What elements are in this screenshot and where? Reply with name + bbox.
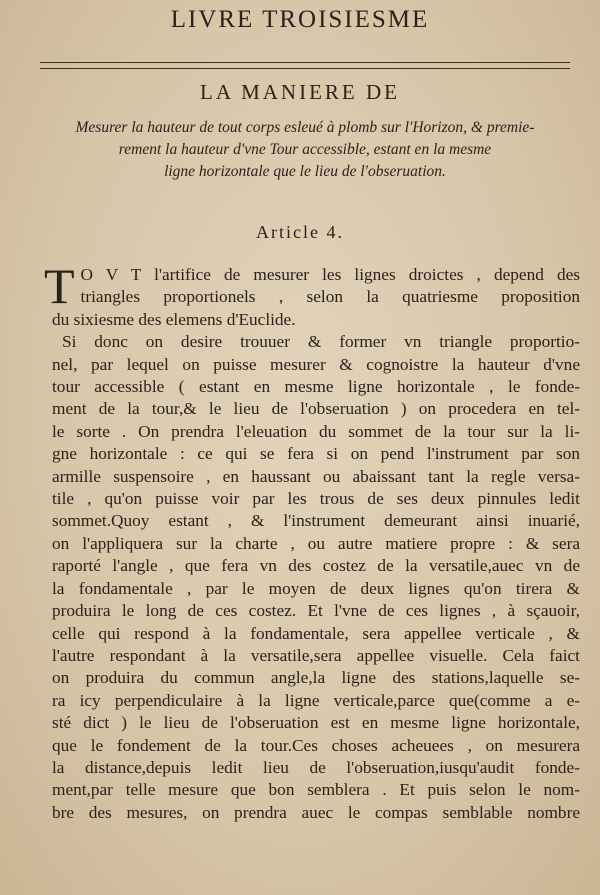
subtitle-line: rement la hauteur d'vne Tour accessible, estant en la mesme [118, 141, 492, 158]
body-line: que le fondement de la tour.Ces choses acheuees , on mesurera [52, 735, 580, 755]
body-line: bre des mesures, on prendra auec le compas semblable nombre [52, 802, 580, 822]
drop-cap: T [44, 258, 75, 314]
subtitle-line: Mesurer la hauteur de tout corps esleué à plomb sur l'Horizon, & premie- [75, 119, 535, 136]
body-line: tile , qu'on puisse voir par les trous de ses deux pinnules ledit [52, 489, 580, 509]
body-line: produira le long de ces costez. Et l'vne de ces lignes , à sçauoir, [52, 601, 580, 621]
subtitle-line: ligne horizontale que le lieu de l'obseruation. [164, 163, 446, 180]
body-line: ment de la tour,& le lieu de l'obseruation ) on procedera en tel- [52, 399, 580, 419]
section-title: LA MANIERE DE [200, 80, 400, 104]
running-head: LIVRE TROISIESME [170, 6, 430, 33]
body-line: on produira du commun angle,la ligne des stations,laquelle se- [52, 668, 580, 688]
body-line: Si donc on desire trouuer & former vn triangle proportio- [62, 332, 580, 352]
body-line: O V T l'artifice de mesurer les lignes droictes , depend des [80, 265, 580, 284]
body-line: la distance,depuis ledit lieu de l'obseruation,iusqu'audit fonde- [52, 757, 580, 777]
body-line: du sixiesme des elemens d'Euclide. [52, 309, 296, 329]
body-line: nel, par lequel on puisse mesurer & cognoistre la hauteur d'vne [52, 354, 580, 374]
body-line: tour accessible ( estant en mesme ligne horizontale , le fonde- [52, 377, 580, 397]
body-line: le sorte . On prendra l'eleuation du sommet de la tour sur la li- [52, 421, 580, 441]
body-line: l'autre respondant à la versatile,sera appellee visuelle. Cela faict [52, 645, 580, 665]
subtitle [50, 117, 560, 183]
article-heading: Article 4. [256, 222, 344, 242]
body-line: sté dict ) le lieu de l'obseruation est en mesme ligne horizontale, [52, 713, 580, 733]
body-text [44, 258, 580, 824]
body-line: triangles proportionels , selon la quatriesme proposition [80, 287, 580, 307]
body-line: la fondamentale , par le moyen de deux lignes qu'on tirera & [52, 578, 580, 598]
double-rule [40, 62, 570, 69]
body-line: on l'appliquera sur la charte , ou autre matiere propre : & sera [52, 533, 580, 553]
body-line: armille suspensoire , en haussant ou abaissant tant la regle versa- [52, 466, 580, 486]
body-line: celle qui respond à la fondamentale, sera appellee verticale , & [52, 623, 580, 643]
body-line: sommet.Quoy estant , & l'instrument demeurant ainsi inuarié, [52, 511, 580, 531]
body-line: ment,par telle mesure que bon semblera . Et puis selon le nom- [52, 780, 580, 800]
body-line: raporté l'angle , que fera vn des costez de la versatile,auec vn de [52, 556, 580, 576]
body-line: gne horizontale : ce qui se fera si on pend l'instrument par son [52, 444, 580, 464]
body-line: ra icy perpendiculaire à la ligne verticale,parce que(comme a e- [52, 690, 580, 710]
